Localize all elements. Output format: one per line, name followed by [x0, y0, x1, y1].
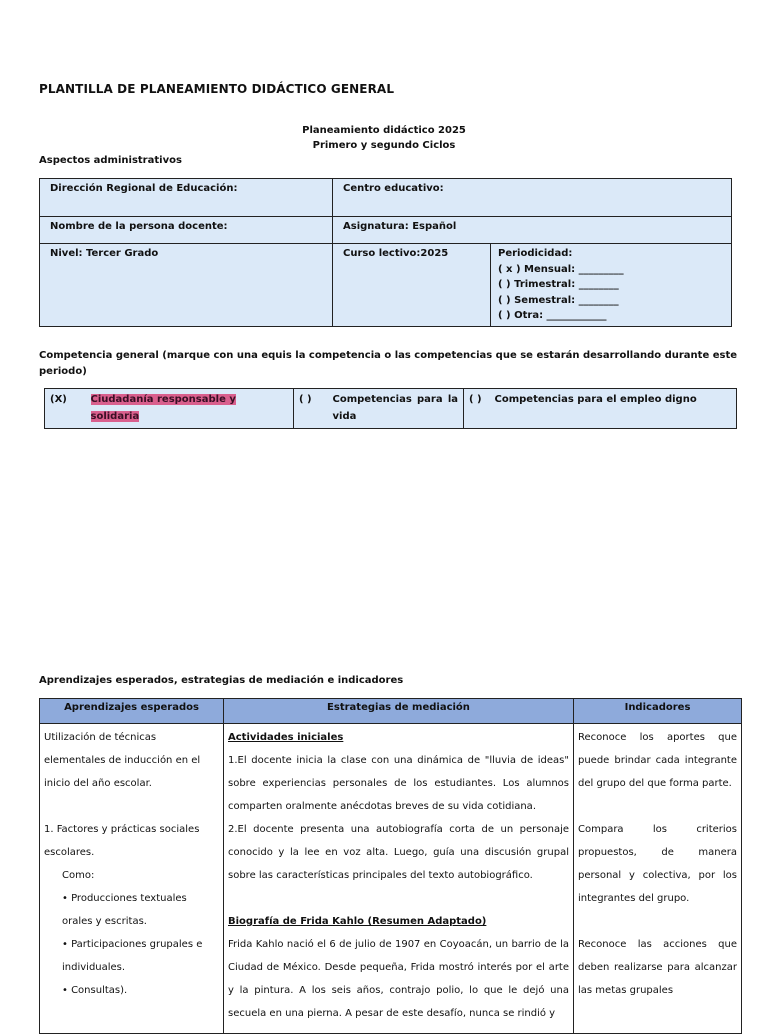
- col-aprendizajes-header: Aprendizajes esperados: [40, 699, 224, 724]
- indicador-3: Reconoce las acciones que deben realizarse para alcanzar las metas grupales: [578, 939, 737, 996]
- competencia-mark-2[interactable]: ( ): [294, 389, 328, 429]
- docente-cell: [40, 217, 333, 244]
- periodicidad-label: Periodicidad:: [498, 248, 573, 259]
- col-indicadores-header: Indicadores: [574, 699, 742, 724]
- admin-heading: Aspectos administrativos: [39, 155, 182, 166]
- aprendizaje-bullet-1: • Producciones textuales orales y escritas.: [62, 893, 187, 927]
- asignatura-cell: [333, 217, 732, 244]
- competencia-option-vida: Competencias para la vida: [328, 389, 464, 429]
- estrategia-paragraph-1: 1.El docente inicia la clase con una dinámica de "lluvia de ideas" sobre experiencias personales de los estudiantes. Los alumnos comparten oralmente anécdotas breves de su vida cotidiana.: [228, 755, 569, 812]
- aprendizajes-heading: Aprendizajes esperados, estrategias de mediación e indicadores: [39, 675, 404, 686]
- competencia-option-ciudadania: Ciudadanía responsable y solidaria: [90, 394, 236, 422]
- curso-label: Curso lectivo:2025: [343, 248, 449, 259]
- actividades-iniciales-heading: Actividades iniciales: [228, 732, 344, 743]
- docente-label: Nombre de la persona docente:: [50, 221, 228, 232]
- competencia-option-empleo: Competencias para el empleo digno: [490, 389, 737, 429]
- direccion-cell: [40, 179, 333, 217]
- aprendizaje-bullet-3: • Consultas).: [62, 985, 128, 996]
- aprendizaje-como: Como:: [62, 870, 95, 881]
- plan-subtitle: Planeamiento didáctico 2025: [302, 125, 466, 136]
- competencia-mark-3[interactable]: ( ): [464, 389, 490, 429]
- periodicidad-mensual[interactable]: ( x ) Mensual: _________: [498, 263, 624, 275]
- periodicidad-cell: [491, 244, 732, 327]
- cycles-subtitle: Primero y segundo Ciclos: [312, 140, 456, 151]
- periodicidad-trimestral[interactable]: ( ) Trimestral: ________: [498, 279, 619, 290]
- centro-label: Centro educativo:: [343, 183, 444, 194]
- curso-cell: [333, 244, 491, 327]
- nivel-cell: [40, 244, 333, 327]
- admin-table: [39, 178, 732, 327]
- aprendizaje-intro: Utilización de técnicas elementales de inducción en el inicio del año escolar.: [44, 732, 201, 789]
- competencia-heading: Competencia general (marque con una equis la competencia o las competencias que se estarán desarrollando durante este periodo): [39, 350, 738, 377]
- competencia-mark-1[interactable]: (X): [45, 389, 86, 429]
- periodicidad-otra[interactable]: ( ) Otra: ____________: [498, 310, 607, 321]
- indicadores-cell: [574, 724, 742, 1034]
- direccion-label: Dirección Regional de Educación:: [50, 183, 238, 194]
- competencia-table: [44, 388, 737, 429]
- estrategia-paragraph-2: 2.El docente presenta una autobiografía corta de un personaje conocido y la lee en voz alta. Luego, guía una discusión grupal sobre las características principales del texto autobiográfico.: [228, 824, 569, 881]
- nivel-label: Nivel: Tercer Grado: [50, 248, 159, 259]
- asignatura-label: Asignatura: Español: [343, 221, 457, 232]
- document-title: PLANTILLA DE PLANEAMIENTO DIDÁCTICO GENERAL: [39, 82, 395, 96]
- estrategias-cell: [224, 724, 574, 1034]
- biografia-paragraph: Frida Kahlo nació el 6 de julio de 1907 en Coyoacán, un barrio de la Ciudad de México. Desde pequeña, Frida mostró interés por el arte y la pintura. A los seis años, contrajo polio, lo que le dejó una secuela en una pierna. A pesar de este desafío, nunca se rindió y: [228, 939, 569, 1019]
- indicador-2: Compara los criterios propuestos, de manera personal y colectiva, por los integrantes del grupo.: [578, 824, 737, 904]
- aprendizajes-table: [39, 698, 742, 1034]
- aprendizajes-cell: [40, 724, 224, 1034]
- centro-cell: [333, 179, 732, 217]
- periodicidad-semestral[interactable]: ( ) Semestral: ________: [498, 294, 619, 306]
- indicador-1: Reconoce los aportes que puede brindar cada integrante del grupo del que forma parte.: [578, 732, 737, 789]
- biografia-heading: Biografía de Frida Kahlo (Resumen Adaptado): [228, 916, 487, 927]
- col-estrategias-header: Estrategias de mediación: [224, 699, 574, 724]
- aprendizaje-bullet-2: • Participaciones grupales e individuales.: [62, 939, 203, 973]
- aprendizaje-item-1: 1. Factores y prácticas sociales escolares.: [44, 824, 200, 858]
